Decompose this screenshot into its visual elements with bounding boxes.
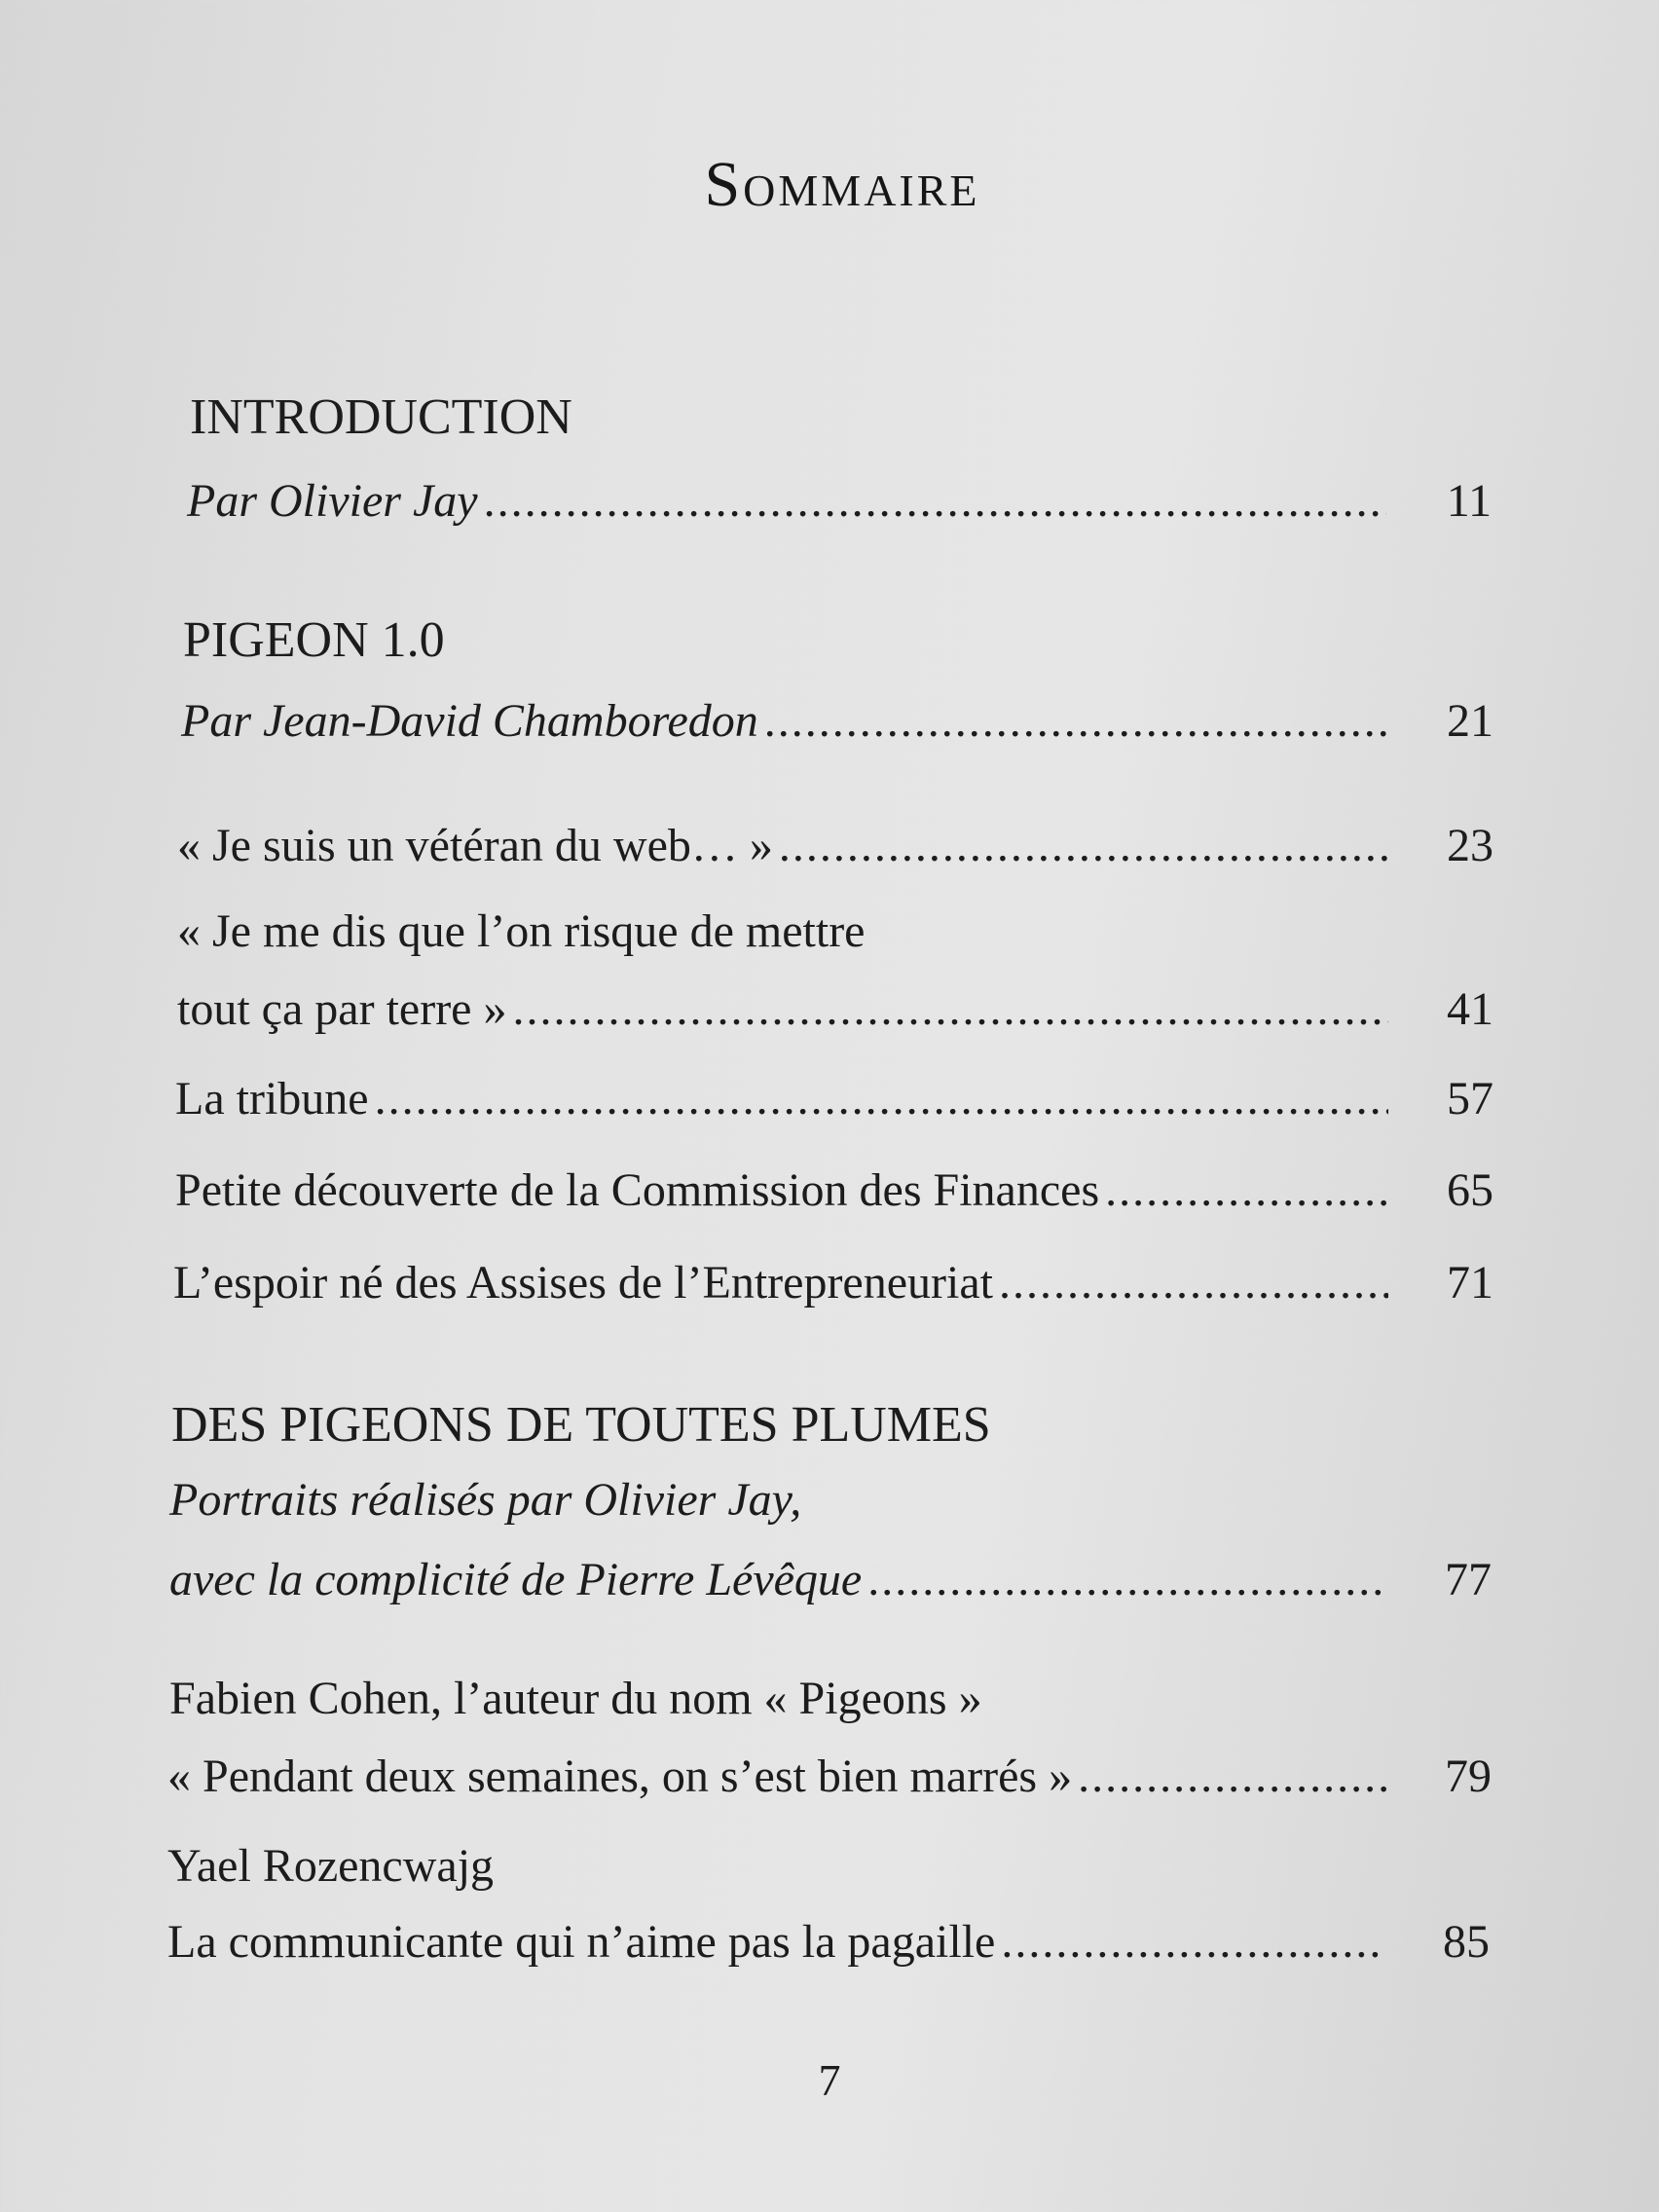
toc-entry-label: La tribune [175,1073,369,1124]
toc-entry-page: 21 [1447,695,1493,747]
toc-entry-line: Fabien Cohen, l’auteur du nom « Pigeons » [169,1673,982,1724]
section-heading-pigeons: DES PIGEONS DE TOUTES PLUMES [171,1397,991,1453]
toc-entry [177,814,1493,878]
section-heading-pigeon: PIGEON 1.0 [183,612,445,668]
toc-entry-page: 11 [1446,475,1492,527]
dot-leader [1001,1910,1384,1974]
toc-entry-label: Petite découverte de la Commission des Finances [175,1164,1100,1216]
toc-entry-line: « Je me dis que l’on risque de mettre [177,905,866,957]
toc-entry [167,1745,1492,1809]
dot-leader [779,814,1388,878]
section-heading-introduction: INTRODUCTION [190,389,572,445]
toc-entry-page: 41 [1447,983,1493,1035]
toc-entry-page: 71 [1447,1257,1493,1309]
page-title: Sommaire [704,149,980,220]
dot-leader [999,1251,1388,1315]
toc-entry-label: tout ça par terre » [177,983,507,1035]
toc-entry-label: Par Olivier Jay [187,475,478,527]
dot-leader [867,1548,1386,1612]
toc-entry [167,1910,1490,1974]
toc-entry-label: avec la complicité de Pierre Lévêque [169,1554,863,1605]
dot-leader [1078,1745,1386,1809]
section-subtitle: Portraits réalisés par Olivier Jay, [169,1474,802,1526]
dot-leader [764,689,1388,754]
dot-leader [484,469,1386,534]
toc-entry-introduction [187,469,1492,534]
toc-entry [175,1067,1493,1131]
toc-entry-page: 23 [1447,820,1493,871]
toc-entry-page: 65 [1447,1164,1493,1216]
page-number: 7 [818,2055,841,2105]
toc-entry-line: Yael Rozencwajg [167,1840,495,1892]
toc-entry-pigeon-author [181,689,1493,754]
dot-leader [375,1067,1388,1131]
toc-entry-label: « Pendant deux semaines, on s’est bien marrés » [167,1751,1073,1802]
toc-entry-label: Par Jean-David Chamboredon [181,695,758,747]
toc-entry [173,1251,1493,1315]
toc-entry-label: L’espoir né des Assises de l’Entrepreneuriat [173,1257,993,1309]
toc-entry-page: 79 [1445,1751,1492,1802]
toc-entry-page: 85 [1443,1916,1490,1968]
dot-leader [512,977,1388,1042]
toc-entry-pigeons-credit [169,1548,1492,1612]
toc-entry-label: La communicante qui n’aime pas la pagaille [167,1916,996,1968]
toc-entry-label: « Je suis un vétéran du web… » [177,820,773,871]
toc-entry [175,1159,1493,1223]
dot-leader [1105,1159,1388,1223]
toc-entry [177,977,1493,1042]
toc-entry-page: 77 [1445,1554,1492,1605]
toc-entry-page: 57 [1447,1073,1493,1124]
